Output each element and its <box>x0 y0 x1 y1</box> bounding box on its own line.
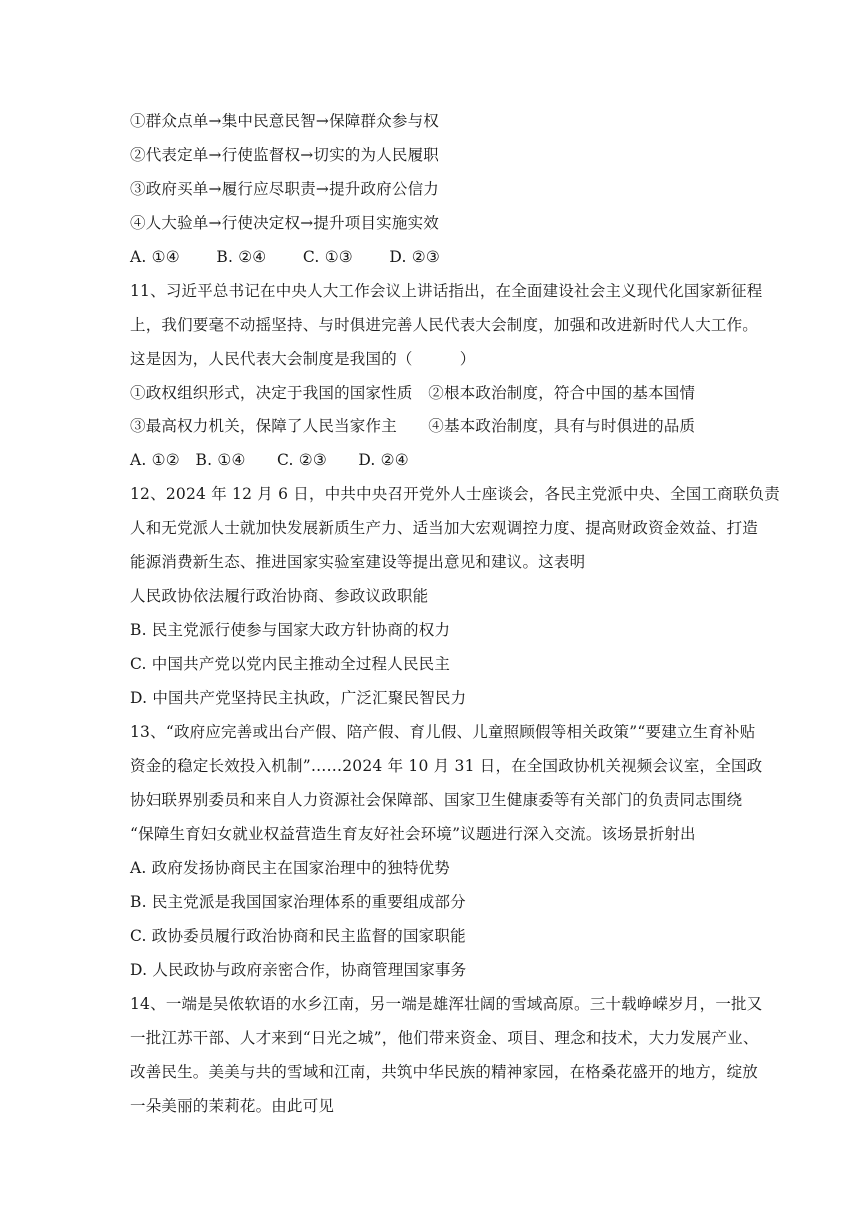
q12-choice-d: D. 中国共产党坚持民主执政，广泛汇聚民智民力 <box>130 689 467 707</box>
q11-option-row-1: ①政权组织形式，决定于我国的国家性质 ②根本政治制度，符合中国的基本国情 <box>130 384 696 402</box>
q10-option-3: ③政府买单→履行应尽职责→提升政府公信力 <box>130 180 439 198</box>
q12-choice-c: C. 中国共产党以党内民主推动全过程人民民主 <box>130 655 451 673</box>
q13-stem-line-1: 13、“政府应完善或出台产假、陪产假、育儿假、儿童照顾假等相关政策”“要建立生育补贴 <box>130 723 756 741</box>
q14-stem-line-4: 一朵美丽的茉莉花。由此可见 <box>130 1097 335 1115</box>
q10-choices: A. ①④ B. ②④ C. ①③ D. ②③ <box>130 248 440 266</box>
q10-option-2: ②代表定单→行使监督权→切实的为人民履职 <box>130 146 439 164</box>
q11-stem-line-2: 上，我们要毫不动摇坚持、与时俱进完善人民代表大会制度，加强和改进新时代人大工作。 <box>130 316 759 334</box>
q12-choice-b: B. 民主党派行使参与国家大政方针协商的权力 <box>130 621 451 639</box>
q12-stem-line-3: 能源消费新生态、推进国家实验室建设等提出意见和建议。这表明 <box>130 553 586 571</box>
q11-stem-line-1: 11、习近平总书记在中央人大工作会议上讲话指出，在全面建设社会主义现代化国家新征程 <box>130 282 763 300</box>
q13-choice-c: C. 政协委员履行政治协商和民主监督的国家职能 <box>130 927 466 945</box>
q14-stem-line-2: 一批江苏干部、人才来到“日光之城”，他们带来资金、项目、理念和技术，大力发展产业、 <box>130 1029 759 1047</box>
q13-choice-a: A. 政府发扬协商民主在国家治理中的独特优势 <box>130 859 450 877</box>
q10-option-4: ④人大验单→行使决定权→提升项目实施实效 <box>130 214 439 232</box>
q13-stem-line-2: 资金的稳定长效投入机制”……2024 年 10 月 31 日，在全国政协机关视频会议室，全国政 <box>130 757 763 775</box>
q12-stem-line-2: 人和无党派人士就加快发展新质生产力、适当加大宏观调控力度、提高财政资金效益、打造 <box>130 519 759 537</box>
q13-choice-d: D. 人民政协与政府亲密合作，协商管理国家事务 <box>130 961 467 979</box>
q11-choices: A. ①② B. ①④ C. ②③ D. ②④ <box>130 451 409 469</box>
q13-choice-b: B. 民主党派是我国国家治理体系的重要组成部分 <box>130 893 466 911</box>
q10-option-1: ①群众点单→集中民意民智→保障群众参与权 <box>130 112 439 130</box>
q14-stem-line-3: 改善民生。美美与共的雪域和江南，共筑中华民族的精神家园，在格桑花盛开的地方，绽放 <box>130 1063 759 1081</box>
q13-stem-line-3: 协妇联界别委员和来自人力资源社会保障部、国家卫生健康委等有关部门的负责同志围绕 <box>130 791 743 809</box>
q12-choice-a: 人民政协依法履行政治协商、参政议政职能 <box>130 587 429 605</box>
q11-option-row-2: ③最高权力机关，保障了人民当家作主 ④基本政治制度，具有与时俱进的品质 <box>130 417 696 435</box>
q11-stem-line-3: 这是因为，人民代表大会制度是我国的（ ） <box>130 350 476 368</box>
q12-stem-line-1: 12、2024 年 12 月 6 日，中共中央召开党外人士座谈会，各民主党派中央、全国工商联负责 <box>130 485 780 503</box>
q13-stem-line-4: “保障生育妇女就业权益营造生育友好社会环境”议题进行深入交流。该场景折射出 <box>130 825 696 843</box>
q14-stem-line-1: 14、一端是吴侬软语的水乡江南，另一端是雄浑壮阔的雪域高原。三十载峥嵘岁月，一批又 <box>130 995 763 1013</box>
